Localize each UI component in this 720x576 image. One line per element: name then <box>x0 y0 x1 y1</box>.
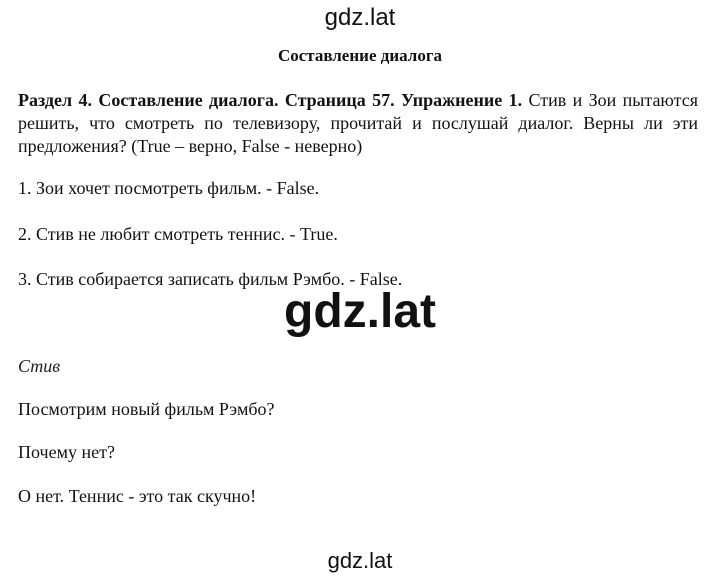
exercise-instructions: Стив и Зои пытаются решить, что смотреть по телевизору, прочитай и послушай диалог. Верны ли эти предложения? (True – верно, False - неверно) <box>18 90 699 156</box>
watermark-middle: gdz.lat <box>284 285 436 338</box>
statement-2: 2. Стив не любит смотреть теннис. - True. <box>18 224 338 244</box>
statement-1: 1. Зои хочет посмотреть фильм. - False. <box>18 178 320 198</box>
dialogue-line-1: Посмотрим новый фильм Рэмбо? <box>18 399 275 419</box>
speaker-name: Стив <box>18 356 61 376</box>
exercise-intro <box>18 89 698 158</box>
page-title: Составление диалога <box>277 46 443 65</box>
dialogue-line-2: Почему нет? <box>18 442 115 462</box>
statement-3: 3. Стив собирается записать фильм Рэмбо. - False. <box>18 269 403 289</box>
exercise-reference: Раздел 4. Составление диалога. Страница 57. Упражнение 1. <box>18 90 523 110</box>
watermark-bottom: gdz.lat <box>327 548 393 573</box>
watermark-top: gdz.lat <box>324 4 396 31</box>
dialogue-line-3: О нет. Теннис - это так скучно! <box>18 486 257 506</box>
